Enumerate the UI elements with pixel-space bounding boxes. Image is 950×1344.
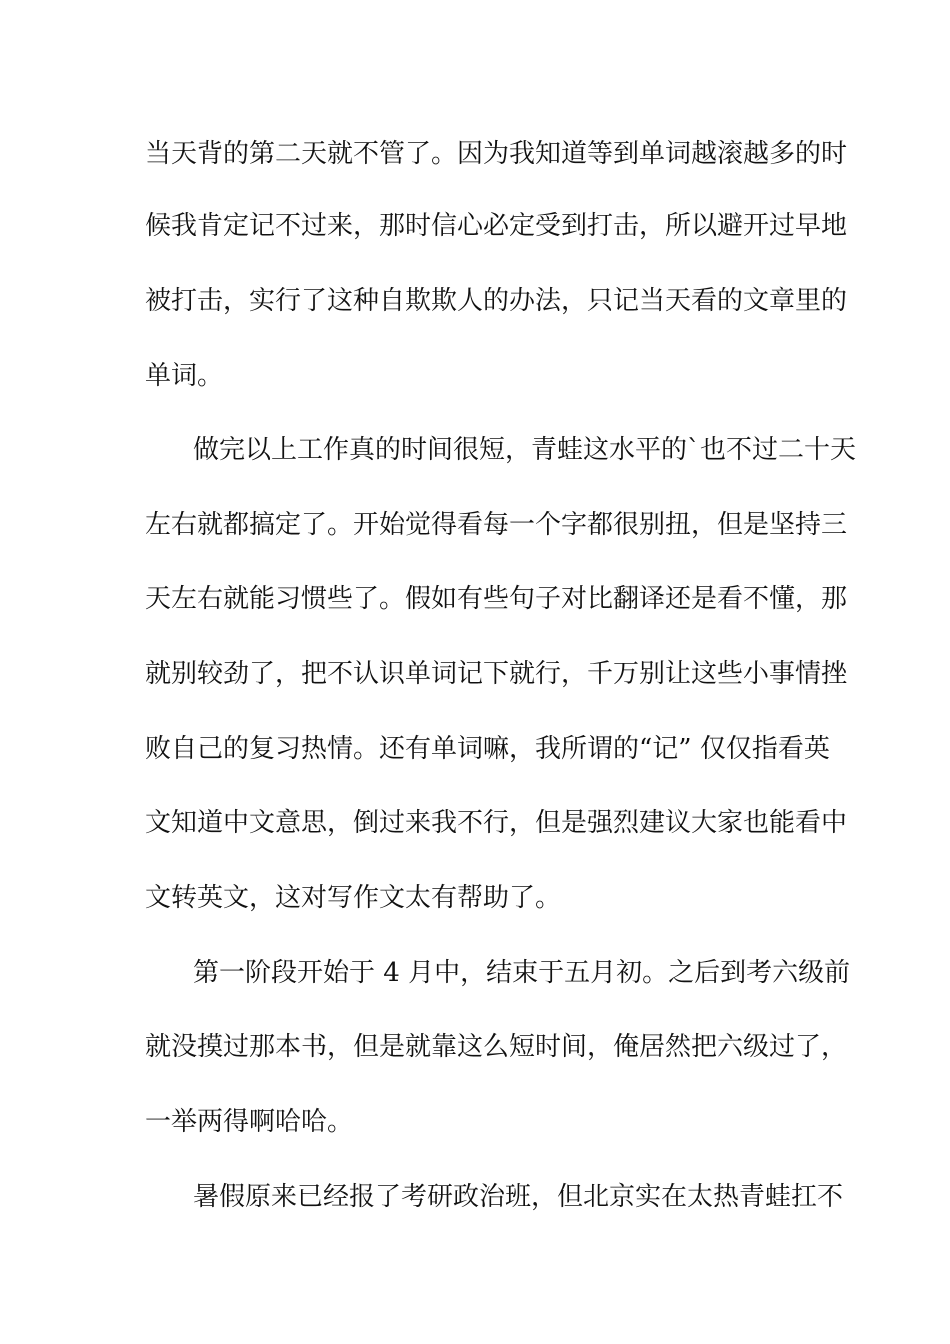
text-line: 一举两得啊哈哈。 [145,1107,354,1137]
paragraph-first-line: 第一阶段开始于 4 月中，结束于五月初。之后到考六级前 [193,958,851,988]
paragraph-first-line: 做完以上工作真的时间很短，青蛙这水平的`也不过二十天 [193,435,857,465]
text-line: 就别较劲了，把不认识单词记下就行，千万别让这些小事情挫 [145,659,848,689]
text-line: 就没摸过那本书，但是就靠这么短时间，俺居然把六级过了， [145,1032,848,1062]
paragraph-first-line: 暑假原来已经报了考研政治班，但北京实在太热青蛙扛不 [193,1182,844,1212]
text-line: 被打击，实行了这种自欺欺人的办法，只记当天看的文章里的 [145,286,848,316]
text-line: 文转英文，这对写作文太有帮助了。 [145,883,562,913]
text-line: 败自己的复习热情。还有单词嘛，我所谓的“记” 仅仅指看英 [145,734,830,764]
text-line: 文知道中文意思，倒过来我不行，但是强烈建议大家也能看中 [145,808,848,838]
text-line: 左右就都搞定了。开始觉得看每一个字都很别扭，但是坚持三 [145,510,848,540]
text-line: 候我肯定记不过来，那时信心必定受到打击，所以避开过早地 [145,211,848,241]
text-line: 天左右就能习惯些了。假如有些句子对比翻译还是看不懂，那 [145,584,848,614]
text-line: 当天背的第二天就不管了。因为我知道等到单词越滚越多的时 [145,139,848,169]
text-line: 单词。 [145,361,224,391]
